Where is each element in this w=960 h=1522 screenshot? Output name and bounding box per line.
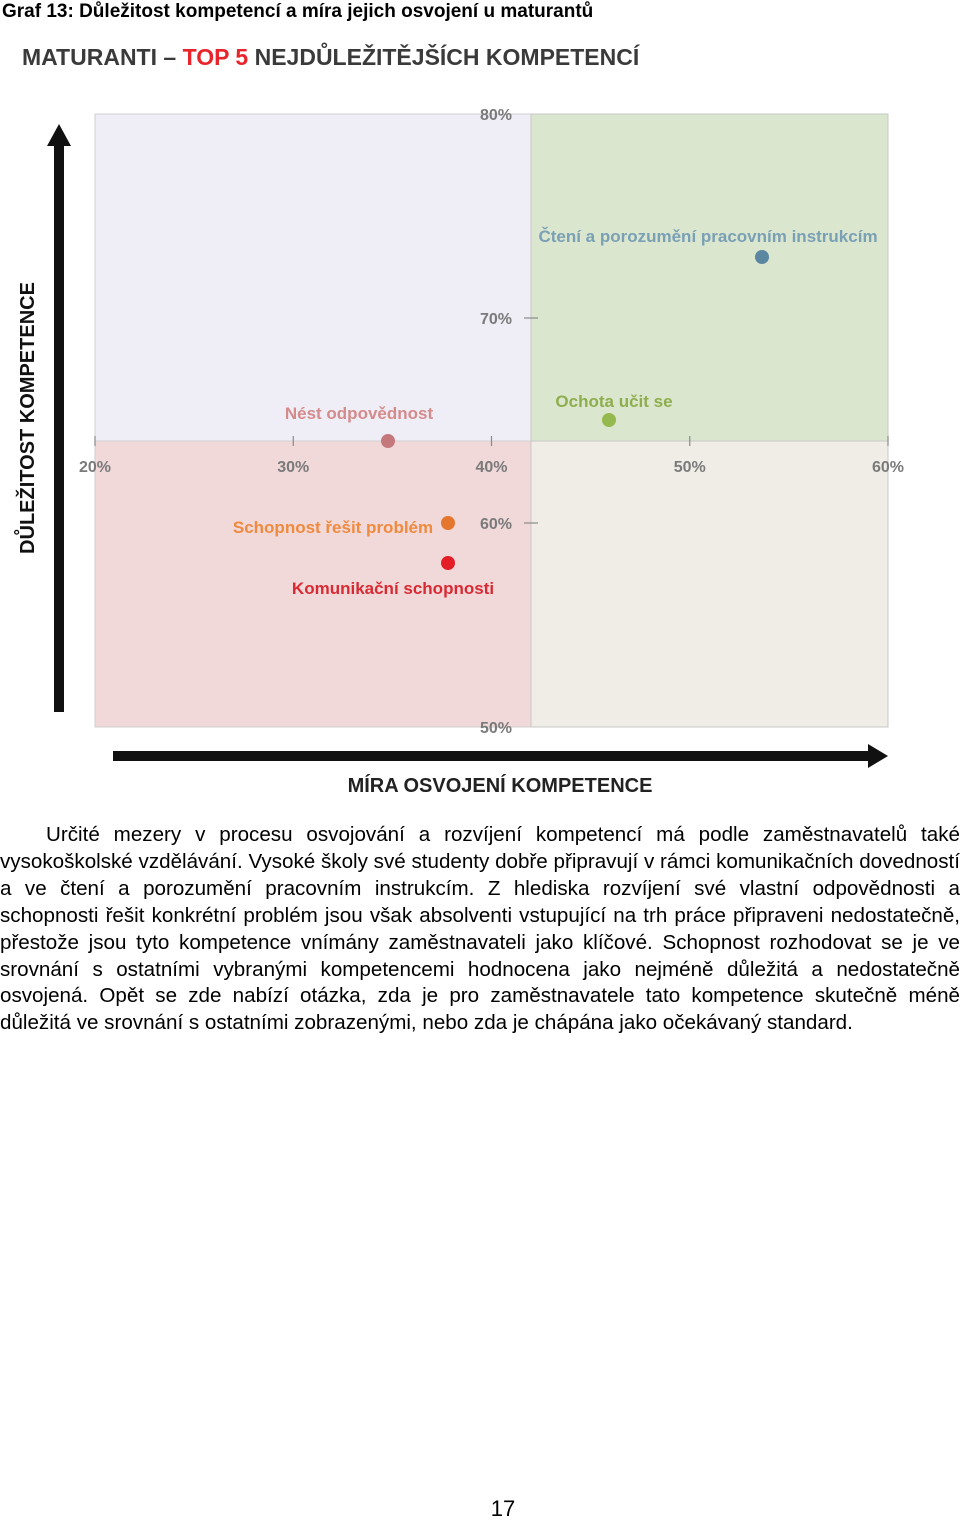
body-paragraph: Určité mezery v procesu osvojování a rozvíjení kompetencí má podle zaměstnavatelů také vysokoškolské vzdělávání. Vysoké školy své studenty dobře připravují v rámci komunikačních dovedností a ve čtení a porozumění pracovním instrukcím. Z hlediska rozvíjení své vlastní odpovědnosti a schopnosti řešit konkrétní problém jsou však absolventi vstupující na trh práce připraveni nedostatečně, přestože jsou tyto kompetence vnímány zaměstnavateli jako klíčové. Schopnost rozhodovat se je ve srovnání s ostatními vybranými kompetencemi hodnocena jako nejméně důležitá a nedostatečně osvojená. Opět se zde nabízí otázka, zda je pro zaměstnavatele tato kompetence skutečně méně důležitá ve srovnání s ostatními zobrazenými, nebo zda je chápána jako očekávaný standard. (0, 823, 960, 1035)
y-axis-arrow (47, 124, 71, 712)
x-tick-label: 50% (673, 459, 706, 476)
data-point-label: Ochota učit se (555, 392, 673, 411)
data-point (381, 434, 395, 448)
scatter-chart (0, 30, 960, 810)
figure-caption: Graf 13: Důležitost kompetencí a míra jejich osvojení u maturantů (2, 1, 594, 22)
y-tick-label: 80% (479, 107, 513, 124)
x-tick-label: 40% (475, 459, 508, 476)
data-point (602, 413, 616, 427)
y-tick-label: 70% (479, 311, 513, 328)
x-tick-label: 30% (277, 459, 310, 476)
x-tick-label: 20% (78, 459, 112, 476)
x-axis-label: MÍRA OSVOJENÍ KOMPETENCE (347, 775, 653, 797)
data-point-label: Schopnost řešit problém (232, 518, 434, 537)
data-point (441, 556, 455, 570)
x-tick-label: 60% (871, 459, 905, 476)
data-point-label: Komunikační schopnosti (291, 579, 495, 598)
x-axis-arrow (113, 744, 888, 768)
data-point (755, 250, 769, 264)
page-number: 17 (490, 1496, 516, 1521)
chart-title (22, 41, 640, 70)
quadrant-backgrounds (95, 114, 888, 727)
data-point-label: Čtení a porozumění pracovním instrukcím (538, 227, 878, 246)
y-axis-label: DŮLEŽITOST KOMPETENCE (17, 282, 39, 554)
data-point (441, 516, 455, 530)
chart-title-suffix: NEJDŮLEŽITĚJŠÍCH KOMPETENCÍ (248, 44, 640, 70)
quadrant-top-left (95, 114, 531, 441)
y-tick-label: 60% (479, 516, 513, 533)
y-tick-label: 50% (479, 720, 513, 737)
chart-title-highlight: TOP 5 (182, 44, 249, 70)
chart-title-prefix: MATURANTI – (22, 44, 183, 70)
data-point-label: Nést odpovědnost (284, 404, 434, 423)
quadrant-bottom-right (531, 441, 888, 727)
